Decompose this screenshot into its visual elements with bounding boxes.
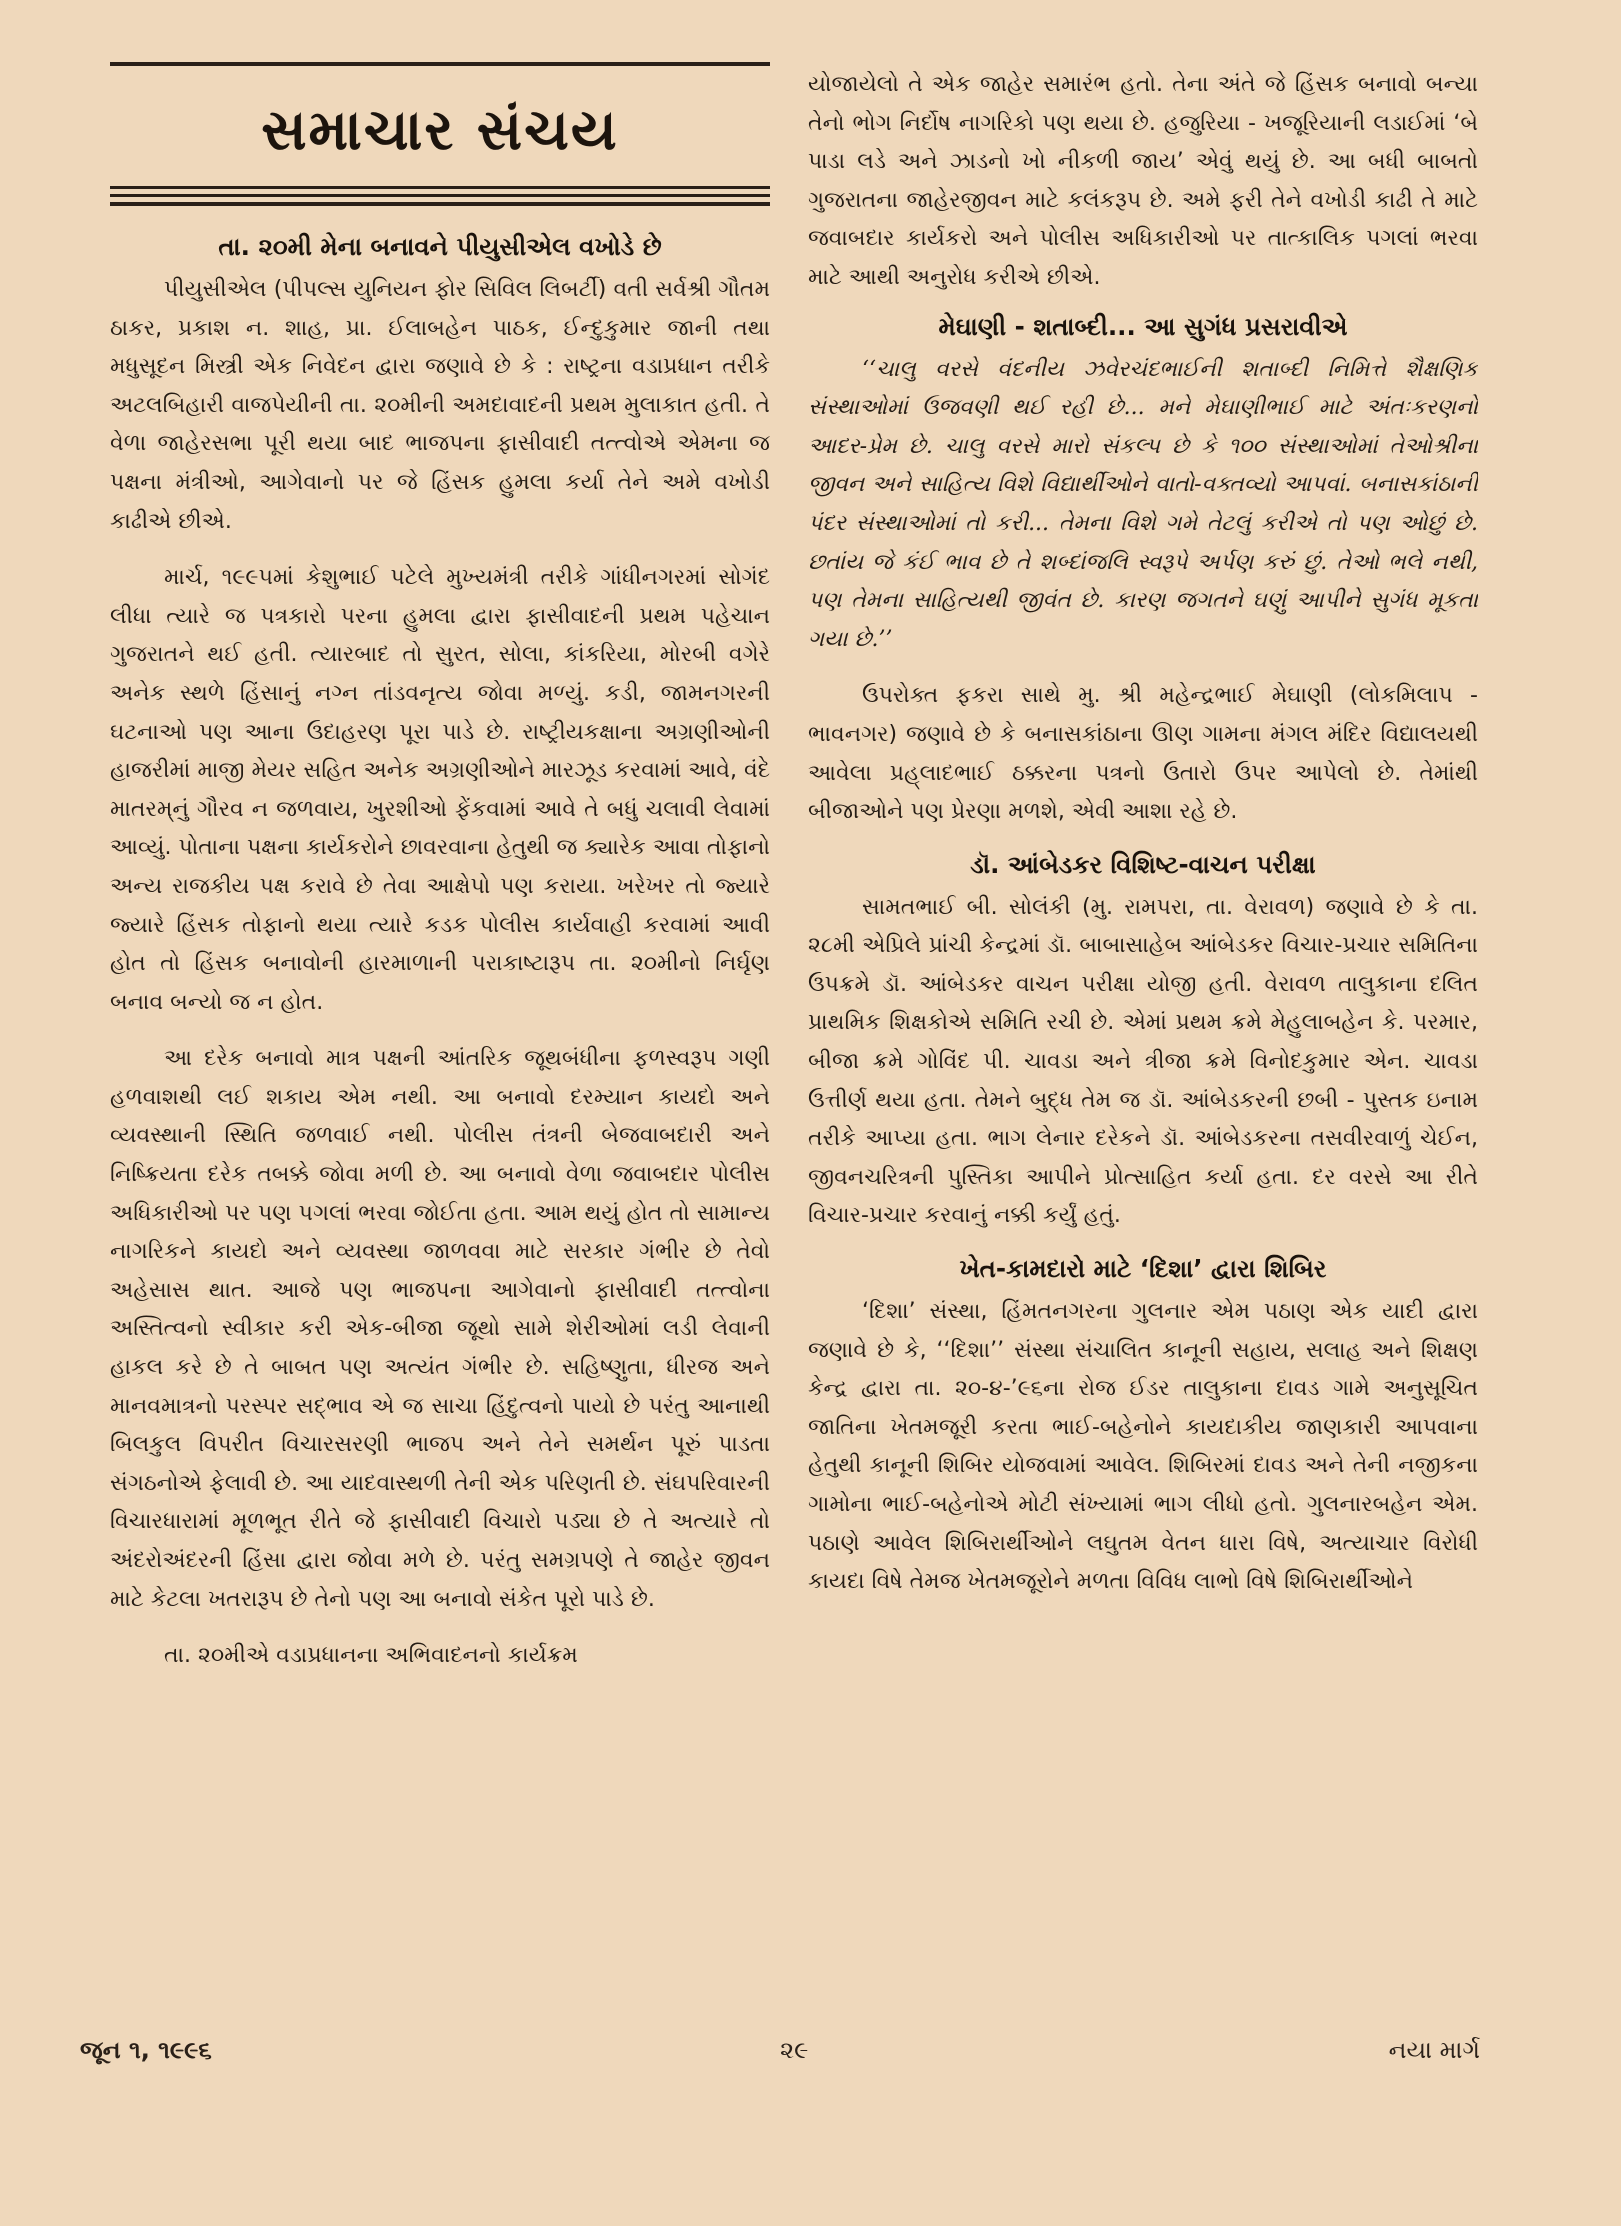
page-number: ૨૯ [780,2036,809,2064]
article-paragraph: પીયુસીએલ (પીપલ્સ યુનિયન ફોર સિવિલ લિબર્ટી) વતી સર્વશ્રી ગૌતમ ઠાકર, પ્રકાશ ન. શાહ, પ્રા. ઈલાબહેન પાઠક, ઈન્દુકુમાર જાની તથા મધુસૂદન મિસ્ત્રી એક નિવેદન દ્વારા જણાવે છે કે : રાષ્ટ્રના વડાપ્રધાન તરીકે અટલબિહારી વાજપેયીની તા. ૨૦મીની અમદાવાદની પ્રથમ મુલાકાત હતી. તે વેળા જાહેરસભા પૂરી થયા બાદ ભાજપના ફાસીવાદી તત્ત્વોએ એમના જ પક્ષના મંત્રીઓ, આગેવાનો પર જે હિંસક હુમલા કર્યા તેને અમે વખોડી કાઢીએ છીએ. [110,277,770,534]
section-masthead: સમાચાર સંચય [261,98,619,163]
article-heading-meghani: મેઘાણી - શતાબ્દી... આ સુગંધ પ્રસરાવીએ [938,311,1348,341]
article-heading-disha: ખેત-કામદારો માટે ‘દિશા’ દ્વારા શિબિર [959,1254,1327,1284]
article-continuation: યોજાયેલો તે એક જાહેર સમારંભ હતો. તેના અંતે જે હિંસક બનાવો બન્યા તેનો ભોગ નિર્દોષ નાગરિકો પણ થયા છે. હજુરિયા - ખજૂરિયાની લડાઈમાં ‘બે પાડા લડે અને ઝાડનો ખો નીકળી જાય’ એવું થયું છે. આ બધી બાબતો ગુજરાતના જાહેરજીવન માટે કલંકરૂપ છે. અમે ફરી તેને વખોડી કાઢી તે માટે જવાબદાર કાર્યકરો અને પોલીસ અધિકારીઓ પર તાત્કાલિક પગલાં ભરવા માટે આથી અનુરોધ કરીએ છીએ. [808,72,1478,290]
article-paragraph: સામતભાઈ બી. સોલંકી (મુ. રામપરા, તા. વેરાવળ) જણાવે છે કે તા. ૨૮મી એપ્રિલે પ્રાંચી કેન્દ્રમાં ડૉ. બાબાસાહેબ આંબેડકર વિચાર-પ્રચાર સમિતિના ઉપક્રમે ડૉ. આંબેડકર વાચન પરીક્ષા યોજી હતી. વેરાવળ તાલુકાના દલિત પ્રાથમિક શિક્ષકોએ સમિતિ રચી છે. એમાં પ્રથમ ક્રમે મેહુલાબહેન કે. પરમાર, બીજા ક્રમે ગોવિંદ પી. ચાવડા અને ત્રીજા ક્રમે વિનોદકુમાર એન. ચાવડા ઉત્તીર્ણ થયા હતા. તેમને બુદ્ધ તેમ જ ડૉ. આંબેડકરની છબી - પુસ્તક ઇનામ તરીકે આપ્યા હતા. ભાગ લેનાર દરેકને ડૉ. આંબેડકરના તસવીરવાળું ચેઈન, જીવનચરિત્રની પુસ્તિકા આપીને પ્રોત્સાહિત કર્યા હતા. દર વરસે આ રીતે વિચાર-પ્રચાર કરવાનું નક્કી કર્યું હતું. [808,894,1478,1229]
article-heading-pucl: તા. ૨૦મી મેના બનાવને પીયુસીએલ વખોડે છે [218,232,662,261]
article-paragraph: ‘દિશા’ સંસ્થા, હિંમતનગરના ગુલનાર એમ પઠાણ એક યાદી દ્વારા જણાવે છે કે, ‘‘દિશા’’ સંસ્થા સંચાલિત કાનૂની સહાય, સલાહ અને શિક્ષણ કેન્દ્ર દ્વારા તા. ૨૦-૪-’૯૬ના રોજ ઈડર તાલુકાના દાવડ ગામે અનુસૂચિત જાતિના ખેતમજૂરી કરતા ભાઈ-બહેનોને કાયદાકીય જાણકારી આપવાના હેતુથી કાનૂની શિબિર યોજવામાં આવેલ. શિબિરમાં દાવડ અને તેની નજીકના ગામોના ભાઈ-બહેનોએ મોટી સંખ્યામાં ભાગ લીધો હતો. ગુલનારબહેન એમ. પઠાણે આવેલ શિબિરાર્થીઓને લઘુતમ વેતન ધારા વિષે, અત્યાચાર વિરોધી કાયદા વિષે તેમજ ખેતમજૂરોને મળતા વિવિધ લાભો વિષે શિબિરાર્થીઓને [808,1299,1478,1595]
article-paragraph: તા. ૨૦મીએ વડાપ્રધાનના અભિવાદનનો કાર્યક્રમ [164,1643,578,1669]
top-rule [110,62,770,66]
left-column [110,62,770,2002]
article-heading-ambedkar: ડૉ. આંબેડકર વિશિષ્ટ-વાચન પરીક્ષા [970,849,1316,879]
masthead-rules [110,186,770,206]
article-quote: ‘‘ચાલુ વરસે વંદનીય ઝવેરચંદભાઈની શતાબ્દી નિમિત્તે શૈક્ષણિક સંસ્થાઓમાં ઉજવણી થઈ રહી છે... મને મેઘાણીભાઈ માટે અંતઃકરણનો આદર-પ્રેમ છે. ચાલુ વરસે મારો સંકલ્પ છે કે ૧૦૦ સંસ્થાઓમાં તેઓશ્રીના જીવન અને સાહિત્ય વિશે વિદ્યાર્થીઓને વાતો-વક્તવ્યો આપવાં. બનાસકાંઠાની પંદર સંસ્થાઓમાં તો કરી... તેમના વિશે ગમે તેટલું કરીએ તો પણ ઓછું છે. છતાંય જે કંઈ ભાવ છે તે શબ્દાંજલિ સ્વરૂપે અર્પણ કરું છું. તેઓ ભલે નથી, પણ તેમના સાહિત્યથી જીવંત છે. કારણ જગતને ઘણું આપીને સુગંધ મૂકતા ગયા છે.’’ [808,356,1478,652]
page-footer [80,2036,1480,2076]
article-paragraph: આ દરેક બનાવો માત્ર પક્ષની આંતરિક જૂથબંધીના ફળસ્વરૂપ ગણી હળવાશથી લઈ શકાય એમ નથી. આ બનાવો દરમ્યાન કાયદો અને વ્યવસ્થાની સ્થિતિ જળવાઈ નથી. પોલીસ તંત્રની બેજવાબદારી અને નિષ્ક્રિયતા દરેક તબક્કે જોવા મળી છે. આ બનાવો વેળા જવાબદાર પોલીસ અધિકારીઓ પર પણ પગલાં ભરવા જોઈતા હતા. આમ થયું હોત તો સામાન્ય નાગરિકને કાયદો અને વ્યવસ્થા જાળવવા માટે સરકાર ગંભીર છે તેવો અહેસાસ થાત. આજે પણ ભાજપના આગેવાનો ફાસીવાદી તત્ત્વોના અસ્તિત્વનો સ્વીકાર કરી એક-બીજા જૂથો સામે શેરીઓમાં લડી લેવાની હાકલ કરે છે તે બાબત પણ અત્યંત ગંભીર છે. સહિષ્ણુતા, ધીરજ અને માનવમાત્રનો પરસ્પર સદ્‌ભાવ એ જ સાચા હિંદુત્વનો પાયો છે પરંતુ આનાથી બિલકુલ વિપરીત વિચારસરણી ભાજપ અને તેને સમર્થન પૂરું પાડતા સંગઠનોએ ફેલાવી છે. આ યાદવાસ્થળી તેની એક પરિણતી છે. સંઘપરિવારની વિચારધારામાં મૂળભૂત રીતે જે ફાસીવાદી વિચારો પડ્યા છે તે અત્યારે તો અંદરોઅંદરની હિંસા દ્વારા જોવા મળે છે. પરંતુ સમગ્રપણે તે જાહેર જીવન માટે કેટલા ખતરારૂપ છે તેનો પણ આ બનાવો સંકેત પૂરો પાડે છે. [110,1046,770,1612]
issue-date: જૂન ૧, ૧૯૯૬ [80,2036,212,2064]
article-paragraph: ઉપરોક્ત ફકરા સાથે મુ. શ્રી મહેન્દ્રભાઈ મેઘાણી (લોકમિલાપ - ભાવનગર) જણાવે છે કે બનાસકાંઠાના ઊણ ગામના મંગલ મંદિર વિદ્યાલયથી આવેલા પ્રહ્‌લાદભાઈ ઠક્કરના પત્રનો ઉતારો ઉપર આપેલો છે. તેમાંથી બીજાઓને પણ પ્રેરણા મળશે, એવી આશા રહે છે. [808,683,1478,825]
right-column [808,66,1478,2006]
publication-name: નયા માર્ગ [1388,2036,1480,2064]
article-paragraph: માર્ચ, ૧૯૯૫માં કેશુભાઈ પટેલે મુખ્યમંત્રી તરીકે ગાંધીનગરમાં સોગંદ લીધા ત્યારે જ પત્રકારો પરના હુમલા દ્વારા ફાસીવાદની પ્રથમ પહેચાન ગુજરાતને થઈ હતી. ત્યારબાદ તો સુરત, સોલા, કાંકરિયા, મોરબી વગેરે અનેક સ્થળે હિંસાનું નગ્ન તાંડવનૃત્ય જોવા મળ્યું. કડી, જામનગરની ઘટનાઓ પણ આના ઉદાહરણ પૂરા પાડે છે. રાષ્ટ્રીયકક્ષાના અગ્રણીઓની હાજરીમાં માજી મેયર સહિત અનેક અગ્રણીઓને મારઝૂડ કરવામાં આવે, વંદે માતરમ્‌નું ગૌરવ ન જળવાય, ખુરશીઓ ફેંકવામાં આવે તે બધું ચલાવી લેવામાં આવ્યું. પોતાના પક્ષના કાર્યકરોને છાવરવાના હેતુથી જ ક્યારેક આવા તોફાનો અન્ય રાજકીય પક્ષ કરાવે છે તેવા આક્ષેપો પણ કરાયા. ખરેખર તો જ્યારે જ્યારે હિંસક તોફાનો થયા ત્યારે કડક પોલીસ કાર્યવાહી કરવામાં આવી હોત તો હિંસક બનાવોની હારમાળાની પરાકાષ્ટારૂપ તા. ૨૦મીનો નિર્ઘૃણ બનાવ બન્યો જ ન હોત. [110,565,770,1015]
